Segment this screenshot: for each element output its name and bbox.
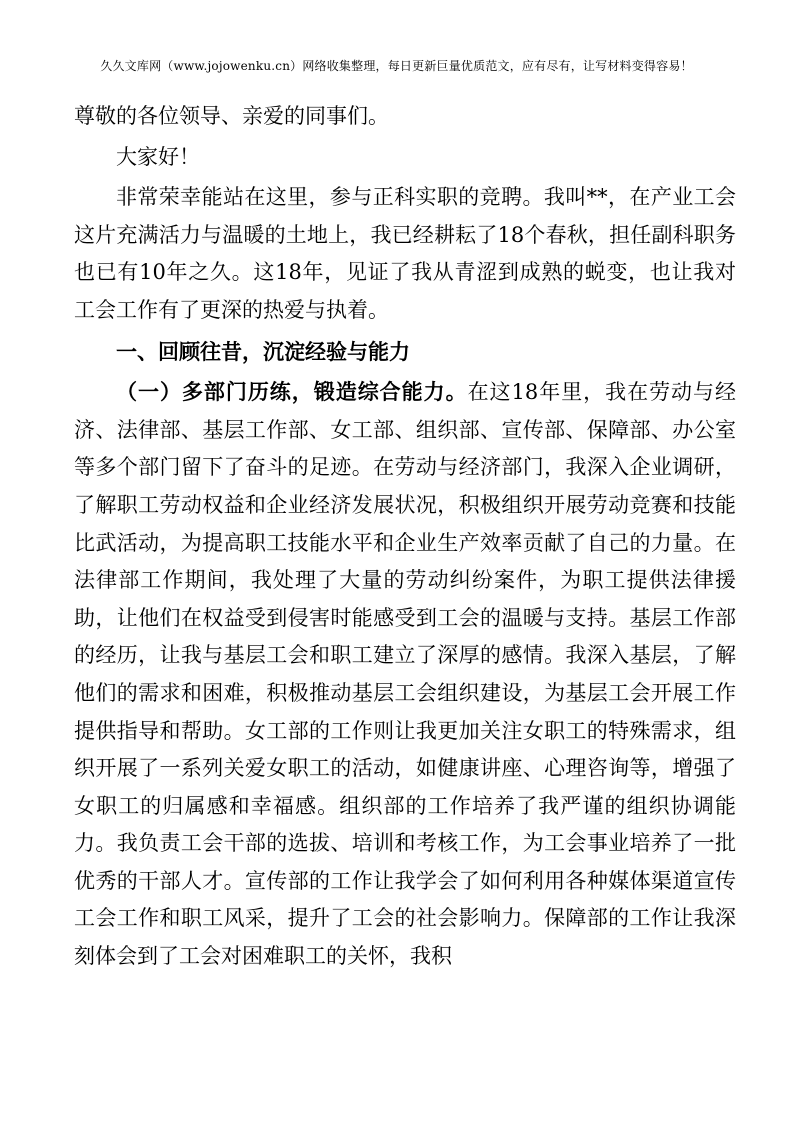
greeting: 大家好！	[116, 144, 200, 169]
section-heading-1: 一、回顾往昔，沉淀经验与能力	[116, 338, 410, 364]
intro-paragraph: 非常荣幸能站在这里，参与正科实职的竞聘。我叫**，在产业工会这片充满活力与温暖的土地上，我已经耕耘了18个春秋，担任副科职务也已有10年之久。这18年，见证了我从青涩到成熟的蜕变，也让我对工会工作有了更深的热爱与执着。	[74, 185, 736, 322]
salutation: 尊敬的各位领导、亲爱的同事们。	[74, 104, 389, 128]
subsection-body-1: 在这18年里，我在劳动与经济、法律部、基层工作部、女工部、组织部、宣传部、保障部、办公室等多个部门留下了奋斗的足迹。在劳动与经济部门，我深入企业调研，了解职工劳动权益和企业经济发展状况，积极组织开展劳动竞赛和技能比武活动，为提高职工技能水平和企业生产效率贡献了自己的力量。在法律部工作期间，我处理了大量的劳动纠纷案件，为职工提供法律援助，让他们在权益受到侵害时能感受到工会的温暖与支持。基层工作部的经历，让我与基层工会和职工建立了深厚的感情。我深入基层，了解他们的需求和困难，积极推动基层工会组织建设，为基层工会开展工作提供指导和帮助。女工部的工作则让我更加关注女职工的特殊需求，组织开展了一系列关爱女职工的活动，如健康讲座、心理咨询等，增强了女职工的归属感和幸福感。组织部的工作培养了我严谨的组织协调能力。我负责工会干部的选拔、培训和考核工作，为工会事业培养了一批优秀的干部人才。宣传部的工作让我学会了如何利用各种媒体渠道宣传工会工作和职工风采，提升了工会的社会影响力。保障部的工作让我深刻体会到了工会对困难职工的关怀，我积	[74, 380, 736, 969]
header-watermark-note: 久久文库网（www.jojowenku.cn）网络收集整理，每日更新巨量优质范文，应有尽有，让写材料变得容易！	[100, 59, 693, 73]
subsection-paragraph-1	[74, 373, 736, 976]
subsection-lead-1: （一）多部门历练，锻造综合能力。	[116, 379, 468, 405]
document-body	[74, 98, 736, 976]
